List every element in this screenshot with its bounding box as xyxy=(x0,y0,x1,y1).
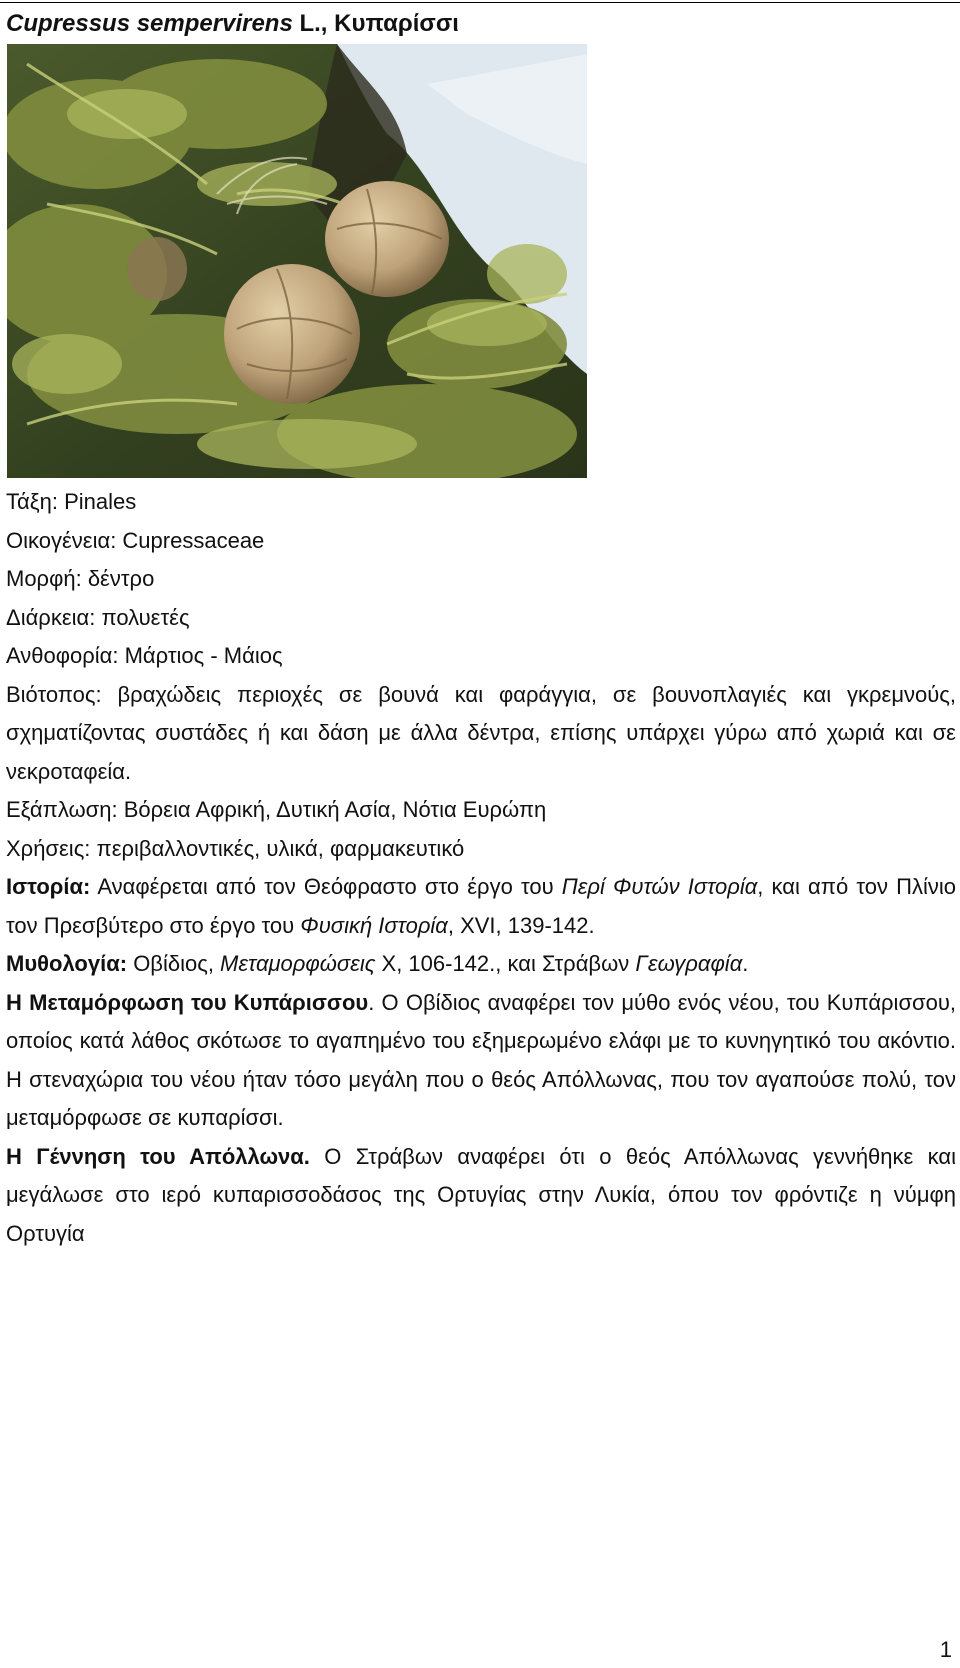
field-flowering xyxy=(6,637,956,676)
field-label: Βιότοπος: xyxy=(6,681,118,707)
mythology-text: X, 106-142., και Στράβων xyxy=(375,951,636,976)
birth-paragraph xyxy=(6,1138,956,1254)
field-order xyxy=(6,483,956,522)
document-body xyxy=(6,483,956,1253)
mythology-label: Μυθολογία: xyxy=(6,951,128,976)
field-value: δέντρο xyxy=(87,566,155,591)
field-value: πολυετές xyxy=(101,604,190,630)
field-label: Μορφή: xyxy=(6,566,88,591)
field-value: Μάρτιος - Μάιος xyxy=(124,643,283,668)
page-title xyxy=(6,8,459,40)
field-label: Ανθοφορία: xyxy=(6,643,125,668)
history-paragraph xyxy=(6,868,956,945)
birth-text: Ο Στράβων αναφέρει ότι ο θεός Απόλλωνας γεννήθηκε και μεγάλωσε στο ιερό κυπαρισσοδάσος της Ορτυγίας στην Λυκία, όπου τον φρόντιζε η νύμφη Ορτυγία xyxy=(6,1143,957,1246)
metamorphosis-heading: Η Μεταμόρφωση του Κυπάρισσου xyxy=(6,989,369,1015)
title-latin-name: Cupressus sempervirens xyxy=(6,10,293,37)
mythology-work-title: Γεωγραφία xyxy=(635,951,743,976)
photo-illustration xyxy=(7,44,587,478)
field-value: Pinales xyxy=(64,489,137,514)
field-family xyxy=(6,522,956,561)
history-text: , XVI, 139-142. xyxy=(447,912,595,938)
field-distribution xyxy=(6,791,956,830)
field-value: βραχώδεις περιοχές σε βουνά και φαράγγια, σε βουνοπλαγιές και γκρεμνούς, σχηματίζοντας συστάδες ή και δάση με άλλα δέντρα, επίσης υπάρχει γύρω από χωριά και σε νεκροταφεία. xyxy=(6,681,957,784)
field-label: Διάρκεια: xyxy=(6,604,102,630)
mythology-text: Οβίδιος, xyxy=(127,951,221,976)
mythology-paragraph xyxy=(6,945,956,984)
history-text: Αναφέρεται από τον Θεόφραστο στο έργο του xyxy=(90,874,562,899)
title-common-name: L., Κυπαρίσσι xyxy=(292,10,459,37)
mythology-text: . xyxy=(742,951,749,976)
top-rule xyxy=(0,2,960,3)
field-duration xyxy=(6,599,956,638)
field-label: Οικογένεια: xyxy=(6,527,123,553)
history-work-title: Φυσική Ιστορία xyxy=(300,912,448,938)
history-text: , και από τον Πλίνιο τον Πρεσβύτερο στο έργο του xyxy=(6,874,956,938)
cypress-cones-photo xyxy=(7,44,587,478)
field-label: Εξάπλωση: xyxy=(6,797,124,822)
metamorphosis-paragraph xyxy=(6,984,956,1138)
field-label: Χρήσεις: xyxy=(6,835,97,861)
mythology-work-title: Μεταμορφώσεις xyxy=(220,951,376,976)
field-label: Τάξη: xyxy=(6,489,65,514)
field-uses xyxy=(6,830,956,869)
birth-heading: Η Γέννηση του Απόλλωνα. xyxy=(6,1143,310,1169)
history-label: Ιστορία: xyxy=(6,874,91,899)
metamorphosis-text: . Ο Οβίδιος αναφέρει τον μύθο ενός νέου, του Κυπάρισσου, οποίος κατά λάθος σκότωσε το αγαπημένο του εξημερωμένο ελάφι με το κυνηγητικό του ακόντιο. Η στεναχώρια του νέου ήταν τόσο μεγάλη που ο θεός Απόλλωνας, που τον αγαπούσε πολύ, τον μεταμόρφωσε σε κυπαρίσσι. xyxy=(6,989,956,1130)
field-value: Cupressaceae xyxy=(122,527,265,553)
history-work-title: Περί Φυτών Ιστορία xyxy=(561,874,758,899)
field-value: περιβαλλοντικές, υλικά, φαρμακευτικό xyxy=(96,835,465,861)
page-number: 1 xyxy=(939,1637,952,1662)
field-value: Βόρεια Αφρική, Δυτική Ασία, Νότια Ευρώπη xyxy=(123,797,547,822)
field-form xyxy=(6,560,956,599)
field-habitat xyxy=(6,676,956,792)
